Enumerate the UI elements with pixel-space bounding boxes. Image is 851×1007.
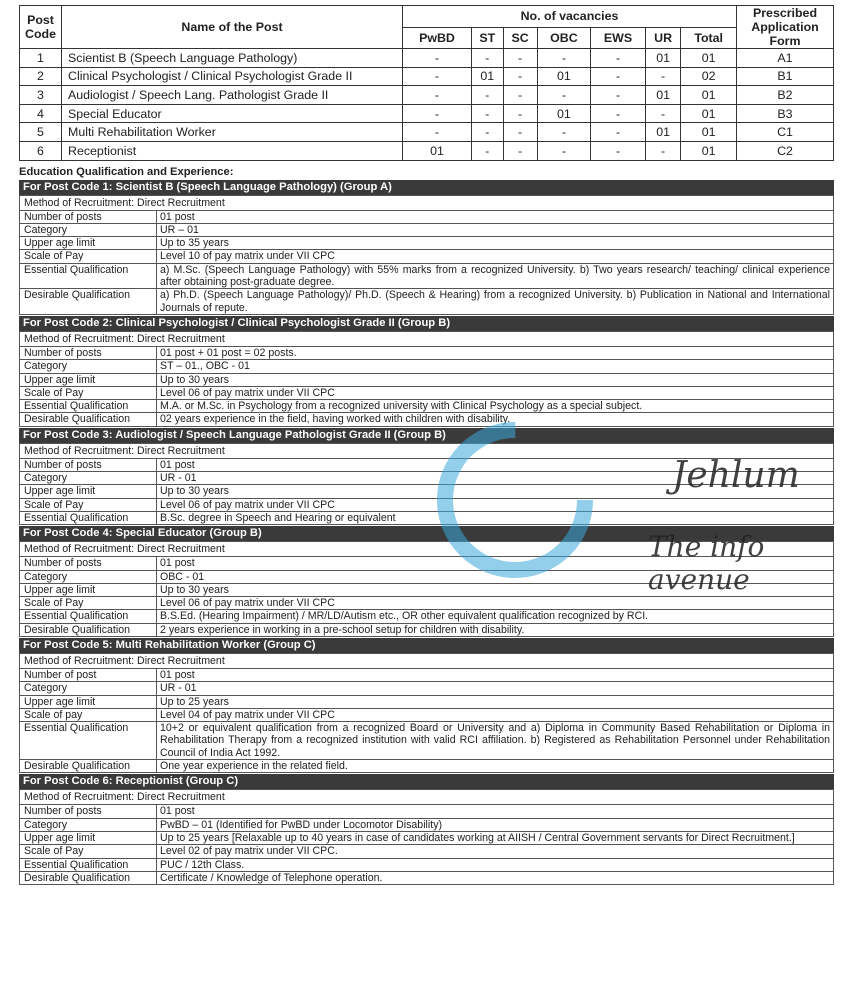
detail-value: a) M.Sc. (Speech Language Pathology) with 55% marks from a recognized University. b) Two years research/ teaching/ clinical experience after obtaining post-graduate degree. xyxy=(157,263,834,289)
post-details-table xyxy=(19,458,834,525)
vacancy-cell-st: - xyxy=(471,141,503,160)
detail-row xyxy=(20,597,834,610)
vacancy-cell-name: Scientist B (Speech Language Pathology) xyxy=(62,49,403,68)
vacancy-cell-total: 02 xyxy=(681,67,737,86)
detail-row xyxy=(20,682,834,695)
vacancy-cell-form: A1 xyxy=(737,49,834,68)
vacancy-cell-pwbd: - xyxy=(403,123,472,142)
detail-label: Number of posts xyxy=(20,805,157,818)
detail-value: UR – 01 xyxy=(157,223,834,236)
detail-row xyxy=(20,623,834,636)
vacancy-cell-form: B3 xyxy=(737,104,834,123)
detail-row xyxy=(20,805,834,818)
detail-value: 01 post xyxy=(157,668,834,681)
vacancy-cell-code: 5 xyxy=(20,123,62,142)
detail-row xyxy=(20,346,834,359)
detail-label: Desirable Qualification xyxy=(20,760,157,773)
detail-value: UR - 01 xyxy=(157,472,834,485)
detail-label: Category xyxy=(20,472,157,485)
post-section xyxy=(19,638,834,773)
post-section xyxy=(19,316,834,427)
detail-label: Scale of Pay xyxy=(20,597,157,610)
post-section xyxy=(19,180,834,315)
detail-label: Scale of Pay xyxy=(20,386,157,399)
detail-label: Upper age limit xyxy=(20,695,157,708)
col-post-name: Name of the Post xyxy=(62,6,403,49)
vacancy-row xyxy=(20,141,834,160)
vacancy-row xyxy=(20,49,834,68)
detail-row xyxy=(20,485,834,498)
detail-row xyxy=(20,498,834,511)
col-category-obc: OBC xyxy=(537,27,590,49)
vacancy-cell-code: 6 xyxy=(20,141,62,160)
vacancy-cell-st: - xyxy=(471,123,503,142)
post-section-title: For Post Code 3: Audiologist / Speech Language Pathologist Grade II (Group B) xyxy=(19,428,834,443)
detail-value: Level 10 of pay matrix under VII CPC xyxy=(157,250,834,263)
detail-value: OBC - 01 xyxy=(157,570,834,583)
vacancy-cell-ews: - xyxy=(591,67,646,86)
detail-label: Category xyxy=(20,682,157,695)
vacancy-cell-pwbd: - xyxy=(403,67,472,86)
detail-value: One year experience in the related field. xyxy=(157,760,834,773)
recruitment-method: Method of Recruitment: Direct Recruitment xyxy=(19,331,834,346)
detail-value: UR - 01 xyxy=(157,682,834,695)
detail-label: Upper age limit xyxy=(20,373,157,386)
vacancy-cell-pwbd: - xyxy=(403,49,472,68)
detail-row xyxy=(20,871,834,884)
education-heading: Education Qualification and Experience: xyxy=(19,165,234,178)
detail-label: Desirable Qualification xyxy=(20,289,157,315)
detail-row xyxy=(20,223,834,236)
post-details-table xyxy=(19,668,834,773)
vacancy-cell-form: C1 xyxy=(737,123,834,142)
detail-row xyxy=(20,472,834,485)
vacancy-cell-pwbd: 01 xyxy=(403,141,472,160)
vacancy-cell-ur: - xyxy=(645,67,680,86)
detail-label: Number of post xyxy=(20,668,157,681)
detail-label: Desirable Qualification xyxy=(20,871,157,884)
detail-row xyxy=(20,760,834,773)
detail-row xyxy=(20,610,834,623)
post-details-table xyxy=(19,556,834,637)
detail-row xyxy=(20,695,834,708)
vacancy-cell-ur: 01 xyxy=(645,86,680,105)
detail-value: Up to 25 years xyxy=(157,695,834,708)
vacancy-cell-obc: - xyxy=(537,49,590,68)
detail-row xyxy=(20,722,834,760)
vacancy-cell-ews: - xyxy=(591,123,646,142)
vacancy-cell-ews: - xyxy=(591,141,646,160)
post-sections xyxy=(19,180,834,886)
col-vacancies: No. of vacancies xyxy=(403,6,737,28)
detail-value: a) Ph.D. (Speech Language Pathology)/ Ph.D. (Speech & Hearing) from a recognized University. b) Publication in National and International Journals of repute. xyxy=(157,289,834,315)
recruitment-method: Method of Recruitment: Direct Recruitment xyxy=(19,195,834,210)
vacancy-cell-form: C2 xyxy=(737,141,834,160)
detail-value: ST – 01., OBC - 01 xyxy=(157,360,834,373)
detail-row xyxy=(20,386,834,399)
detail-row xyxy=(20,845,834,858)
detail-value: Level 06 of pay matrix under VII CPC xyxy=(157,498,834,511)
detail-label: Essential Qualification xyxy=(20,263,157,289)
col-category-sc: SC xyxy=(503,27,537,49)
detail-row xyxy=(20,570,834,583)
detail-value: Up to 30 years xyxy=(157,485,834,498)
detail-label: Essential Qualification xyxy=(20,400,157,413)
detail-label: Category xyxy=(20,360,157,373)
detail-label: Desirable Qualification xyxy=(20,413,157,426)
document-page xyxy=(19,5,834,885)
detail-label: Essential Qualification xyxy=(20,511,157,524)
detail-label: Essential Qualification xyxy=(20,610,157,623)
col-application-form: Prescribed Application Form xyxy=(737,6,834,49)
vacancy-cell-obc: - xyxy=(537,123,590,142)
detail-label: Scale of Pay xyxy=(20,250,157,263)
post-section xyxy=(19,526,834,637)
detail-label: Essential Qualification xyxy=(20,858,157,871)
detail-label: Category xyxy=(20,570,157,583)
vacancy-cell-st: 01 xyxy=(471,67,503,86)
vacancy-cell-code: 1 xyxy=(20,49,62,68)
detail-value: 02 years experience in the field, having worked with children with disability. xyxy=(157,413,834,426)
detail-label: Essential Qualification xyxy=(20,722,157,760)
vacancy-cell-sc: - xyxy=(503,49,537,68)
vacancy-cell-code: 3 xyxy=(20,86,62,105)
post-section-title: For Post Code 5: Multi Rehabilitation Worker (Group C) xyxy=(19,638,834,653)
vacancy-cell-st: - xyxy=(471,104,503,123)
detail-row xyxy=(20,400,834,413)
detail-label: Scale of Pay xyxy=(20,498,157,511)
detail-row xyxy=(20,263,834,289)
post-details-table xyxy=(19,804,834,885)
vacancy-cell-pwbd: - xyxy=(403,104,472,123)
detail-value: PwBD – 01 (Identified for PwBD under Locomotor Disability) xyxy=(157,818,834,831)
detail-value: Up to 30 years xyxy=(157,583,834,596)
vacancy-cell-code: 4 xyxy=(20,104,62,123)
vacancy-cell-ews: - xyxy=(591,104,646,123)
vacancy-cell-sc: - xyxy=(503,67,537,86)
vacancy-cell-total: 01 xyxy=(681,49,737,68)
vacancy-cell-ur: - xyxy=(645,141,680,160)
detail-label: Number of posts xyxy=(20,210,157,223)
detail-row xyxy=(20,289,834,315)
detail-row xyxy=(20,583,834,596)
detail-row xyxy=(20,557,834,570)
vacancy-cell-total: 01 xyxy=(681,86,737,105)
vacancy-row xyxy=(20,67,834,86)
detail-value: Level 02 of pay matrix under VII CPC. xyxy=(157,845,834,858)
vacancy-cell-total: 01 xyxy=(681,141,737,160)
post-section-title: For Post Code 4: Special Educator (Group B) xyxy=(19,526,834,541)
detail-value: Up to 25 years [Relaxable up to 40 years in case of candidates working at AIISH / Central Government servants for Direct Recruitment.] xyxy=(157,831,834,844)
vacancy-cell-name: Receptionist xyxy=(62,141,403,160)
vacancy-table xyxy=(19,5,834,161)
vacancy-cell-st: - xyxy=(471,49,503,68)
detail-row xyxy=(20,413,834,426)
detail-label: Scale of Pay xyxy=(20,845,157,858)
detail-row xyxy=(20,818,834,831)
detail-row xyxy=(20,511,834,524)
vacancy-cell-name: Multi Rehabilitation Worker xyxy=(62,123,403,142)
detail-value: M.A. or M.Sc. in Psychology from a recognized university with Clinical Psychology as a special subject. xyxy=(157,400,834,413)
detail-value: 01 post xyxy=(157,805,834,818)
vacancy-cell-sc: - xyxy=(503,123,537,142)
detail-row xyxy=(20,668,834,681)
recruitment-method: Method of Recruitment: Direct Recruitment xyxy=(19,541,834,556)
vacancy-row xyxy=(20,86,834,105)
detail-value: 2 years experience in working in a pre-school setup for children with disability. xyxy=(157,623,834,636)
detail-label: Number of posts xyxy=(20,557,157,570)
detail-value: B.Sc. degree in Speech and Hearing or equivalent xyxy=(157,511,834,524)
detail-label: Category xyxy=(20,223,157,236)
col-category-st: ST xyxy=(471,27,503,49)
detail-value: Up to 35 years xyxy=(157,237,834,250)
vacancy-cell-ur: 01 xyxy=(645,49,680,68)
vacancy-cell-ur: 01 xyxy=(645,123,680,142)
col-post-code: Post Code xyxy=(20,6,62,49)
detail-value: 01 post xyxy=(157,557,834,570)
vacancy-row xyxy=(20,123,834,142)
vacancy-cell-st: - xyxy=(471,86,503,105)
col-category-ews: EWS xyxy=(591,27,646,49)
vacancy-cell-ews: - xyxy=(591,49,646,68)
vacancy-cell-name: Audiologist / Speech Lang. Pathologist Grade II xyxy=(62,86,403,105)
post-section-title: For Post Code 6: Receptionist (Group C) xyxy=(19,774,834,789)
detail-label: Upper age limit xyxy=(20,831,157,844)
recruitment-method: Method of Recruitment: Direct Recruitment xyxy=(19,443,834,458)
post-section-title: For Post Code 2: Clinical Psychologist / Clinical Psychologist Grade II (Group B) xyxy=(19,316,834,331)
post-details-table xyxy=(19,346,834,427)
post-section xyxy=(19,428,834,525)
detail-value: B.S.Ed. (Hearing Impairment) / MR/LD/Autism etc., OR other equivalent qualification recognized by RCI. xyxy=(157,610,834,623)
vacancy-cell-name: Clinical Psychologist / Clinical Psychologist Grade II xyxy=(62,67,403,86)
vacancy-cell-sc: - xyxy=(503,141,537,160)
vacancy-cell-form: B2 xyxy=(737,86,834,105)
detail-value: Level 06 of pay matrix under VII CPC xyxy=(157,597,834,610)
post-section-title: For Post Code 1: Scientist B (Speech Language Pathology) (Group A) xyxy=(19,180,834,195)
detail-label: Upper age limit xyxy=(20,237,157,250)
detail-label: Number of posts xyxy=(20,458,157,471)
col-category-total: Total xyxy=(681,27,737,49)
vacancy-cell-sc: - xyxy=(503,104,537,123)
detail-value: Up to 30 years xyxy=(157,373,834,386)
detail-value: 10+2 or equivalent qualification from a recognized Board or University and a) Diploma in Community Based Rehabilitation or Diploma in Rehabilitation Therapy from a recognized institution with valid RCI affiliation. b) Registered as Rehabilitation Personnel under Rehabilitation Council of India Act 1992. xyxy=(157,722,834,760)
recruitment-method: Method of Recruitment: Direct Recruitment xyxy=(19,789,834,804)
detail-value: Certificate / Knowledge of Telephone operation. xyxy=(157,871,834,884)
vacancy-cell-obc: 01 xyxy=(537,67,590,86)
vacancy-cell-name: Special Educator xyxy=(62,104,403,123)
detail-value: Level 06 of pay matrix under VII CPC xyxy=(157,386,834,399)
vacancy-cell-obc: - xyxy=(537,86,590,105)
detail-row xyxy=(20,708,834,721)
detail-value: 01 post + 01 post = 02 posts. xyxy=(157,346,834,359)
vacancy-cell-form: B1 xyxy=(737,67,834,86)
detail-row xyxy=(20,250,834,263)
vacancy-cell-obc: 01 xyxy=(537,104,590,123)
detail-label: Category xyxy=(20,818,157,831)
recruitment-method: Method of Recruitment: Direct Recruitment xyxy=(19,653,834,668)
vacancy-row xyxy=(20,104,834,123)
post-details-table xyxy=(19,210,834,315)
vacancy-cell-ews: - xyxy=(591,86,646,105)
detail-row xyxy=(20,373,834,386)
post-section xyxy=(19,774,834,885)
detail-label: Desirable Qualification xyxy=(20,623,157,636)
detail-label: Scale of pay xyxy=(20,708,157,721)
detail-label: Number of posts xyxy=(20,346,157,359)
detail-row xyxy=(20,831,834,844)
detail-row xyxy=(20,237,834,250)
vacancy-cell-sc: - xyxy=(503,86,537,105)
detail-value: 01 post xyxy=(157,210,834,223)
detail-value: Level 04 of pay matrix under VII CPC xyxy=(157,708,834,721)
vacancy-cell-total: 01 xyxy=(681,104,737,123)
vacancy-cell-total: 01 xyxy=(681,123,737,142)
detail-row xyxy=(20,210,834,223)
detail-row xyxy=(20,458,834,471)
detail-value: 01 post xyxy=(157,458,834,471)
col-category-pwbd: PwBD xyxy=(403,27,472,49)
detail-label: Upper age limit xyxy=(20,583,157,596)
detail-row xyxy=(20,858,834,871)
detail-value: PUC / 12th Class. xyxy=(157,858,834,871)
vacancy-cell-ur: - xyxy=(645,104,680,123)
detail-label: Upper age limit xyxy=(20,485,157,498)
vacancy-cell-obc: - xyxy=(537,141,590,160)
watermark-tagline: The info avenue xyxy=(648,530,765,596)
vacancy-cell-code: 2 xyxy=(20,67,62,86)
vacancy-cell-pwbd: - xyxy=(403,86,472,105)
col-category-ur: UR xyxy=(645,27,680,49)
detail-row xyxy=(20,360,834,373)
watermark-brand: Jehlum xyxy=(672,455,800,496)
